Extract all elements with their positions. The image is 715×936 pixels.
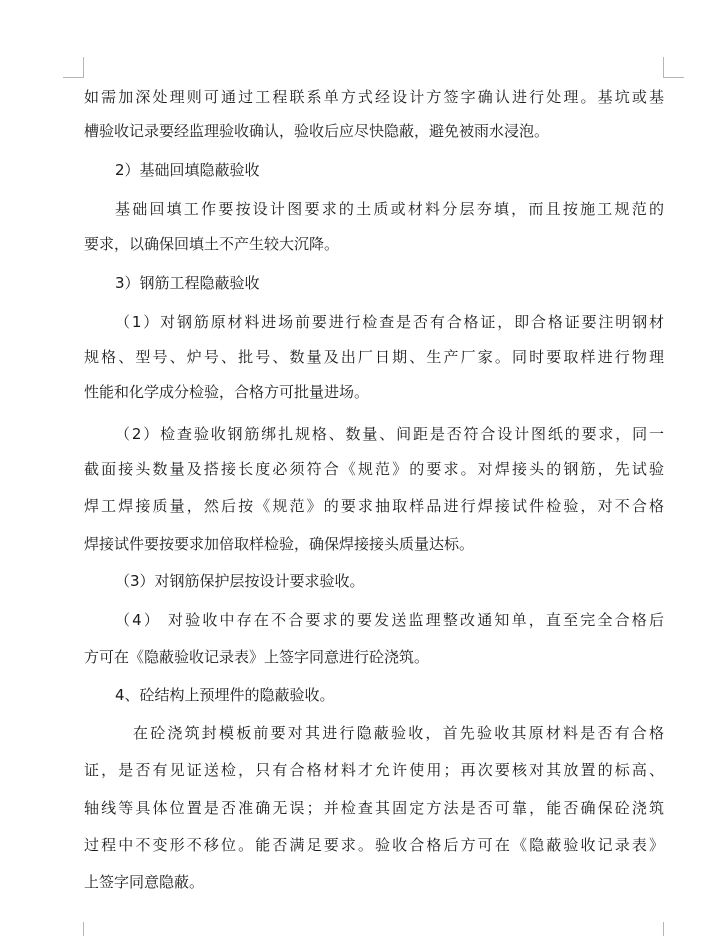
text-line: 要求，以确保回填土不产生较大沉降。 [84, 235, 340, 253]
text-line: 轴线等具体位置是否准确无误；并检查其固定方法是否可靠，能否确保砼浇筑 [84, 799, 664, 817]
section-heading: 3）钢筋工程隐蔽验收 [115, 274, 260, 292]
text-line: 截面接头数量及搭接长度必须符合《规范》的要求。对焊接头的钢筋，先试验 [84, 460, 664, 478]
text-line: （1）对钢筋原材料进场前要进行检查是否有合格证，即合格证要注明钢材 [115, 313, 664, 331]
text-line: （3）对钢筋保护层按设计要求验收。 [115, 572, 365, 590]
text-line: 在砼浇筑封模板前要对其进行隐蔽验收，首先验收其原材料是否有合格 [133, 724, 664, 742]
top-right-margin-mark [663, 57, 684, 78]
text-line: 性能和化学成分检验，合格方可批量进场。 [84, 383, 370, 401]
text-line: （2）检查验收钢筋绑扎规格、数量、间距是否符合设计图纸的要求，同一 [115, 425, 664, 443]
text-line: 焊工焊接质量，然后按《规范》的要求抽取样品进行焊接试件检验，对不合格 [84, 497, 664, 515]
text-line: 规格、型号、炉号、批号、数量及出厂日期、生产厂家。同时要取样进行物理 [84, 348, 664, 366]
bottom-left-margin-mark [63, 922, 84, 936]
text-line: 如需加深处理则可通过工程联系单方式经设计方签字确认进行处理。基坑或基 [84, 88, 664, 106]
text-line: 上签字同意隐蔽。 [84, 873, 205, 891]
bottom-right-margin-mark [663, 922, 684, 936]
text-line: 基础回填工作要按设计图要求的土质或材料分层夯填，而且按施工规范的 [115, 200, 664, 218]
text-line: 过程中不变形不移位。能否满足要求。验收合格后方可在《隐蔽验收记录表》 [84, 836, 664, 854]
text-line: 证，是否有见证送检，只有合格材料才允许使用；再次要核对其放置的标高、 [84, 761, 664, 779]
section-heading: 4、砼结构上预埋件的隐蔽验收。 [115, 686, 335, 704]
text-line: 方可在《隐蔽验收记录表》上签字同意进行砼浇筑。 [84, 648, 430, 666]
text-line: 焊接试件要按要求加倍取样检验，确保焊接接头质量达标。 [84, 535, 475, 553]
text-line: 槽验收记录要经监理验收确认，验收后应尽快隐蔽，避免被雨水浸泡。 [84, 122, 550, 140]
top-left-margin-mark [63, 57, 84, 78]
section-heading: 2）基础回填隐蔽验收 [115, 161, 260, 179]
text-line: （4） 对验收中存在不合要求的要发送监理整改通知单，直至完全合格后 [115, 611, 664, 629]
